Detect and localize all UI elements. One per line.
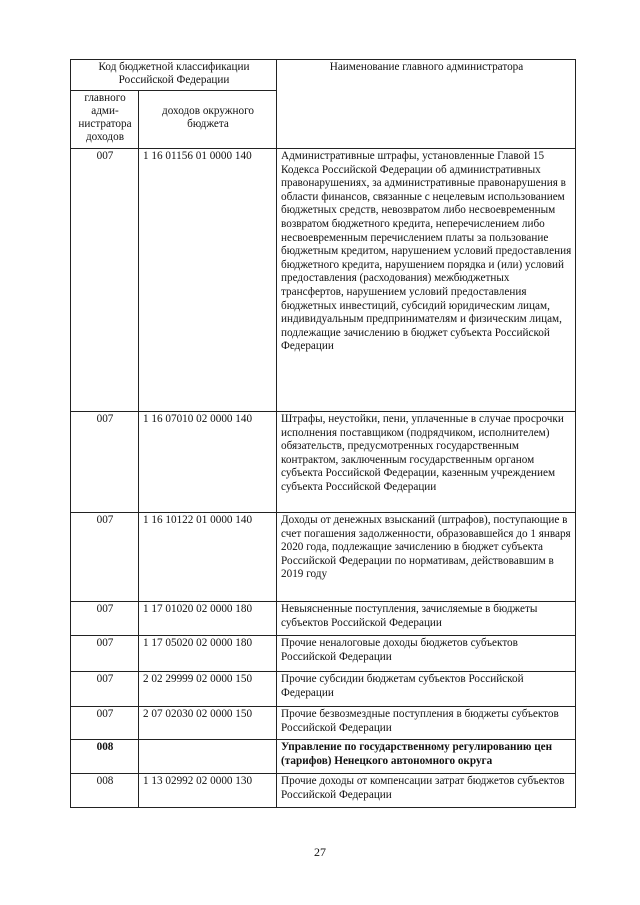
- income-code-cell: 1 16 07010 02 0000 140: [139, 412, 277, 513]
- admin-code-cell: 007: [71, 412, 139, 513]
- income-code-cell: 1 16 01156 01 0000 140: [139, 149, 277, 412]
- income-code-cell: 2 07 02030 02 0000 150: [139, 707, 277, 740]
- admin-code-cell: 007: [71, 707, 139, 740]
- table-row: [71, 707, 576, 740]
- header-row-1: [71, 60, 576, 91]
- admin-code-cell: 007: [71, 636, 139, 672]
- admin-code-cell: 007: [71, 602, 139, 636]
- administrator-name-cell: Доходы от денежных взысканий (штрафов), поступающие в счет погашения задолженности, образовавшейся до 1 января 2020 года, подлежащие зачислению в бюджет субъекта Российской Федерации по нормативам, действовавшим в 2019 году: [277, 513, 576, 602]
- administrator-name-cell: Штрафы, неустойки, пени, уплаченные в случае просрочки исполнения поставщиком (подрядчиком, исполнителем) обязательств, предусмотренных государственным контрактом, заключенным государственным органом субъекта Российской Федерации, казенным учреждением субъекта Российской Федерации: [277, 412, 576, 513]
- table-row: [71, 636, 576, 672]
- admin-code-cell: 007: [71, 149, 139, 412]
- administrator-name-cell: Административные штрафы, установленные Главой 15 Кодекса Российской Федерации об административных правонарушениях, за административные правонарушения в области финансов, связанные с нецелевым использованием бюджетных средств, невозвратом либо несвоевременным возвратом бюджетного кредита, неперечислением либо несвоевременным перечислением платы за пользование бюджетным кредитом, нарушением условий предоставления бюджетного кредита, нарушением порядка и (или) условий предоставления (расходования) межбюджетных трансфертов, нарушением условий предоставления бюджетных инвестиций, субсидий юридическим лицам, индивидуальным предпринимателям и физическим лицам, подлежащие зачислению в бюджет субъекта Российской Федерации: [277, 149, 576, 412]
- income-code-cell: 2 02 29999 02 0000 150: [139, 672, 277, 707]
- administrator-name-cell: Прочие доходы от компенсации затрат бюджетов субъектов Российской Федерации: [277, 774, 576, 808]
- admin-code-cell: 007: [71, 672, 139, 707]
- header-income-column: доходов окружного бюджета: [139, 91, 277, 149]
- admin-code-cell: 007: [71, 513, 139, 602]
- income-code-cell: [139, 740, 277, 774]
- header-admin-column: главного адми-нистратора доходов: [71, 91, 139, 149]
- income-code-cell: 1 17 01020 02 0000 180: [139, 602, 277, 636]
- income-code-cell: 1 16 10122 01 0000 140: [139, 513, 277, 602]
- table-row: [71, 149, 576, 412]
- table-row: [71, 602, 576, 636]
- header-group-title: Код бюджетной классификации Российской Федерации: [71, 60, 277, 91]
- admin-code-cell: 008: [71, 774, 139, 808]
- administrator-name-cell: Невыясненные поступления, зачисляемые в бюджеты субъектов Российской Федерации: [277, 602, 576, 636]
- income-code-cell: 1 17 05020 02 0000 180: [139, 636, 277, 672]
- page-number: 27: [314, 845, 326, 859]
- admin-code-cell: 008: [71, 740, 139, 774]
- administrator-name-cell: Прочие безвозмездные поступления в бюджеты субъектов Российской Федерации: [277, 707, 576, 740]
- administrator-name-cell: Прочие неналоговые доходы бюджетов субъектов Российской Федерации: [277, 636, 576, 672]
- table-row: [71, 513, 576, 602]
- budget-classification-table: [70, 59, 576, 808]
- table-row: [71, 774, 576, 808]
- income-code-cell: 1 13 02992 02 0000 130: [139, 774, 277, 808]
- table-row-section-header: [71, 740, 576, 774]
- table-row: [71, 672, 576, 707]
- header-name-column: Наименование главного администратора: [277, 60, 576, 149]
- administrator-name-cell: Управление по государственному регулированию цен (тарифов) Ненецкого автономного округа: [277, 740, 576, 774]
- table-row: [71, 412, 576, 513]
- administrator-name-cell: Прочие субсидии бюджетам субъектов Российской Федерации: [277, 672, 576, 707]
